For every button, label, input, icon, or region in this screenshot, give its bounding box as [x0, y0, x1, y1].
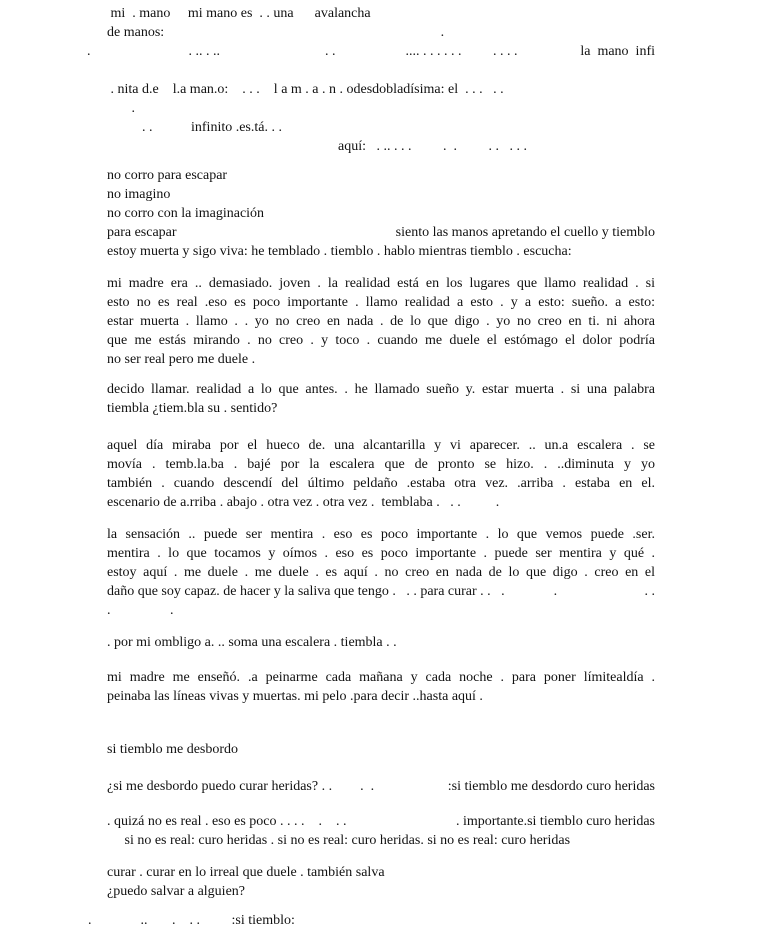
poem-line: escenario de a.rriba . abajo . otra vez . otra vez . temblaba . . . .	[107, 495, 500, 510]
poem-line: aquí: . .. . . . . . . . . . .	[107, 139, 527, 154]
poem-line-right: :si tiemblo me desdordo curo heridas	[447, 779, 655, 794]
poem-line: no corro con la imaginación	[107, 206, 265, 221]
poem-line: tiembla ¿tiem.bla su . sentido?	[107, 401, 278, 416]
poem-line-left: daño que soy capaz. de hacer y la saliva que tengo . . . para curar . . . .	[107, 584, 558, 599]
poem-line: .	[107, 101, 135, 116]
poem-line: no imagino	[107, 187, 171, 202]
poem-line: estar muerta . llamo . . yo no creo en nada . de lo que digo . yo no creo en ti. ni ahora	[107, 314, 655, 329]
poem-line: esto no es real .eso es poco importante . llamo realidad a esto . y a esto: sueño. a esto:	[107, 295, 655, 310]
poem-line-left: ¿si me desbordo puedo curar heridas? . . . .	[107, 779, 375, 794]
poem-line: . . infinito .es.tá. . .	[107, 120, 282, 135]
poem-line: si tiemblo me desbordo	[107, 742, 239, 757]
poem-line: la sensación .. puede ser mentira . eso es poco importante . lo que vemos puede .ser.	[107, 527, 655, 542]
poem-line	[107, 812, 655, 831]
poem-line: estoy aquí . me duele . me duele . es aquí . no creo en nada de lo que digo . creo en el	[107, 565, 655, 580]
poem-line: también . cuando descendí del último peldaño .estaba otra vez. .arriba . estaba en el.	[107, 476, 655, 491]
poem-line-left: . . .. . .. . . .... . . . . . . . . . .	[87, 44, 518, 59]
poem-line: . nita d.e l.a man.o: . . . l a m . a . n . odesdobladísima: el . . . . .	[107, 82, 504, 97]
poem-line: mi . mano mi mano es . . una avalancha	[107, 6, 371, 21]
poem-line-left: para escapar	[107, 225, 177, 240]
poem-line: no ser real pero me duele .	[107, 352, 256, 367]
poem-line-right: la mano infi	[580, 44, 655, 59]
poem-line-right: siento las manos apretando el cuello y tiemblo	[395, 225, 655, 240]
poem-line: curar . curar en lo irreal que duele . también salva	[107, 865, 385, 880]
poem-line: decido llamar. realidad a lo que antes. . he llamado sueño y. estar muerta . si una palabra	[107, 382, 655, 397]
poem-line: mi madre era .. demasiado. joven . la realidad está en los lugares que llamo realidad . si	[107, 276, 655, 291]
poem-line: ¿puedo salvar a alguien?	[107, 884, 245, 899]
poem-line: no corro para escapar	[107, 168, 228, 183]
poem-line	[107, 582, 655, 601]
poem-line-right: . importante.si tiemblo curo heridas	[455, 814, 655, 829]
poem-line: de manos: .	[107, 25, 445, 40]
poem-line: que me estás mirando . no creo . y toco . cuando me duele el estómago el dolor podría	[107, 333, 655, 348]
poem-line: . .	[107, 603, 174, 618]
poem-line: mi madre me enseñó. .a peinarme cada mañana y cada noche . para poner límitealdía .	[107, 670, 655, 685]
poem-line: . .. . . . :si tiemblo:	[88, 913, 295, 928]
poem-line: mentira . lo que tocamos y oímos . eso es poco importante . puede ser mentira y qué .	[107, 546, 655, 561]
poem-line: aquel día miraba por el hueco de. una alcantarilla y vi aparecer. .. un.a escalera . se	[107, 438, 655, 453]
poem-line	[87, 42, 655, 61]
poem-line	[107, 223, 655, 242]
poem-text	[87, 4, 655, 930]
poem-line: estoy muerta y sigo viva: he temblado . tiemblo . hablo mientras tiemblo . escucha:	[107, 244, 572, 259]
poem-line-left: . quizá no es real . eso es poco . . . . . . .	[107, 814, 347, 829]
poem-line: si no es real: curo heridas . si no es real: curo heridas. si no es real: curo heridas	[107, 833, 571, 848]
poem-line: movía . temb.la.ba . bajé por la escalera que de pronto se hizo. . ..diminuta y yo	[107, 457, 655, 472]
poem-line	[107, 777, 655, 796]
poem-line: peinaba las líneas vivas y muertas. mi pelo .para decir ..hasta aquí .	[107, 689, 483, 704]
poem-line-right: . .	[644, 584, 655, 599]
poem-line: . por mi ombligo a. .. soma una escalera . tiembla . .	[107, 635, 397, 650]
